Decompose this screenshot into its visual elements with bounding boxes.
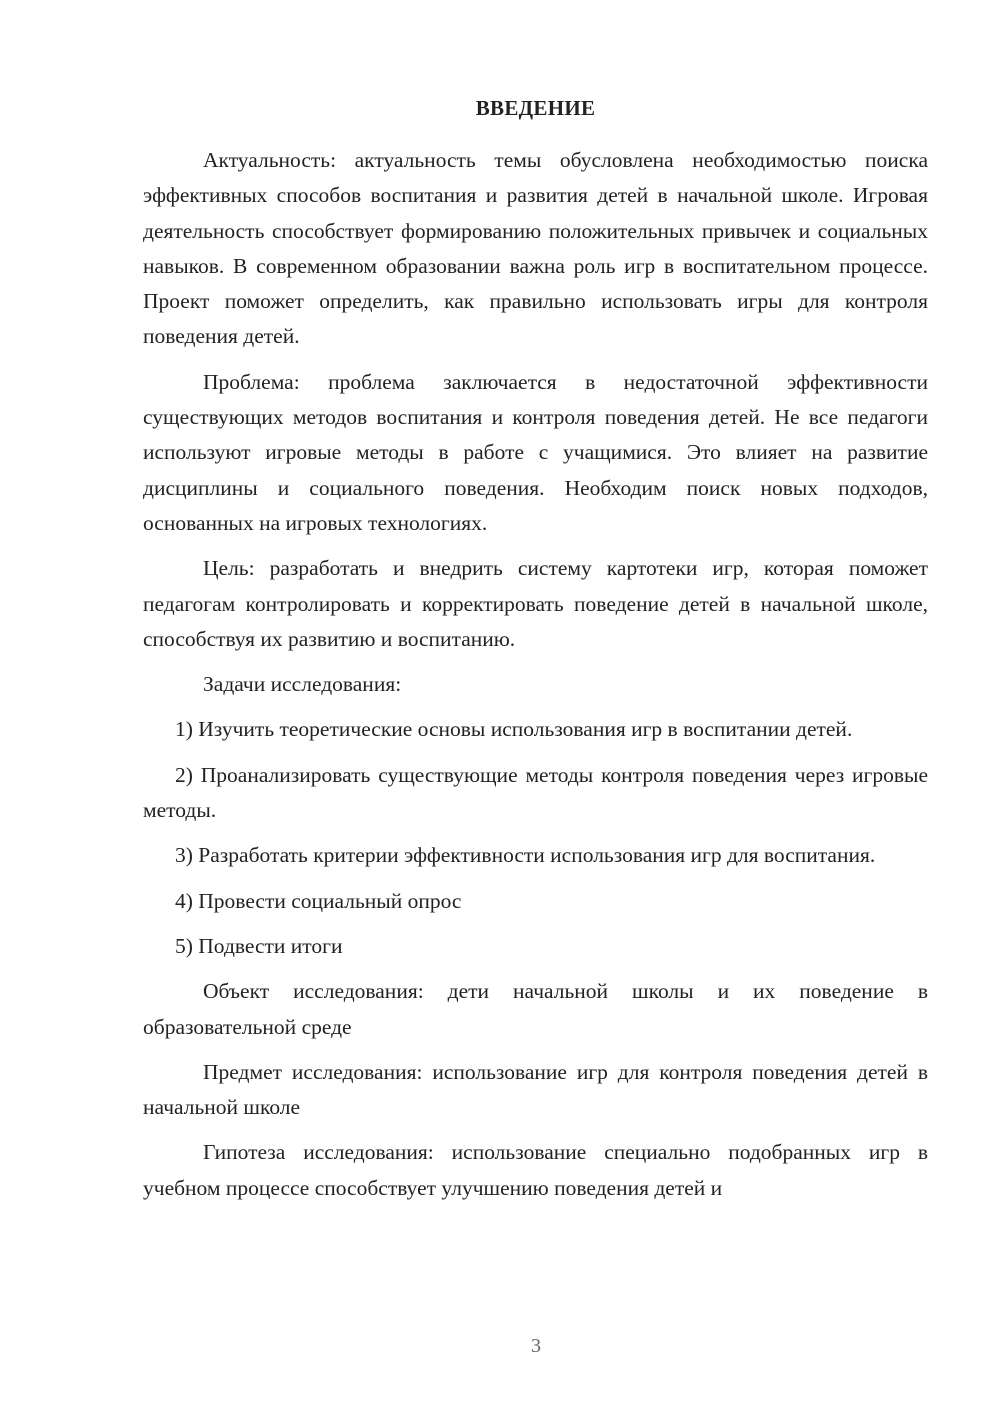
page-number: 3 bbox=[531, 1335, 541, 1357]
subject-paragraph: Предмет исследования: использование игр для контроля поведения детей в начальной школе bbox=[143, 1059, 928, 1120]
task-item: 3) Разработать критерии эффективности использования игр для воспитания. bbox=[175, 843, 876, 868]
document-body bbox=[143, 143, 928, 1206]
problem-paragraph: Проблема: проблема заключается в недостаточной эффективности существующих методов воспитания и контроля поведения детей. Не все педагоги используют игровые методы в работе с учащимися. Это влияет на развитие дисциплины и социального поведения. Необходим поиск новых подходов, основанных на игровых технологиях. bbox=[143, 369, 928, 535]
task-item: 2) Проанализировать существующие методы контроля поведения через игровые методы. bbox=[143, 762, 928, 823]
relevance-paragraph: Актуальность: актуальность темы обусловлена необходимостью поиска эффективных способов воспитания и развития детей в начальной школе. Игровая деятельность способствует формированию положительных привычек и социальных навыков. В современном образовании важна роль игр в воспитательном процессе. Проект поможет определить, как правильно использовать игры для контроля поведения детей. bbox=[143, 148, 928, 349]
tasks-heading: Задачи исследования: bbox=[203, 672, 402, 697]
task-item: 4) Провести социальный опрос bbox=[175, 888, 462, 913]
task-item: 5) Подвести итоги bbox=[175, 933, 343, 958]
task-item: 1) Изучить теоретические основы использования игр в воспитании детей. bbox=[175, 717, 853, 742]
object-paragraph: Объект исследования: дети начальной школы и их поведение в образовательной среде bbox=[143, 979, 928, 1039]
hypothesis-paragraph: Гипотеза исследования: использование специально подобранных игр в учебном процессе способствует улучшению поведения детей и bbox=[143, 1140, 928, 1200]
page-title: ВВЕДЕНИЕ bbox=[475, 96, 596, 120]
goal-paragraph: Цель: разработать и внедрить систему картотеки игр, которая поможет педагогам контролировать и корректировать поведение детей в начальной школе, способствуя их развитию и воспитанию. bbox=[143, 556, 928, 651]
